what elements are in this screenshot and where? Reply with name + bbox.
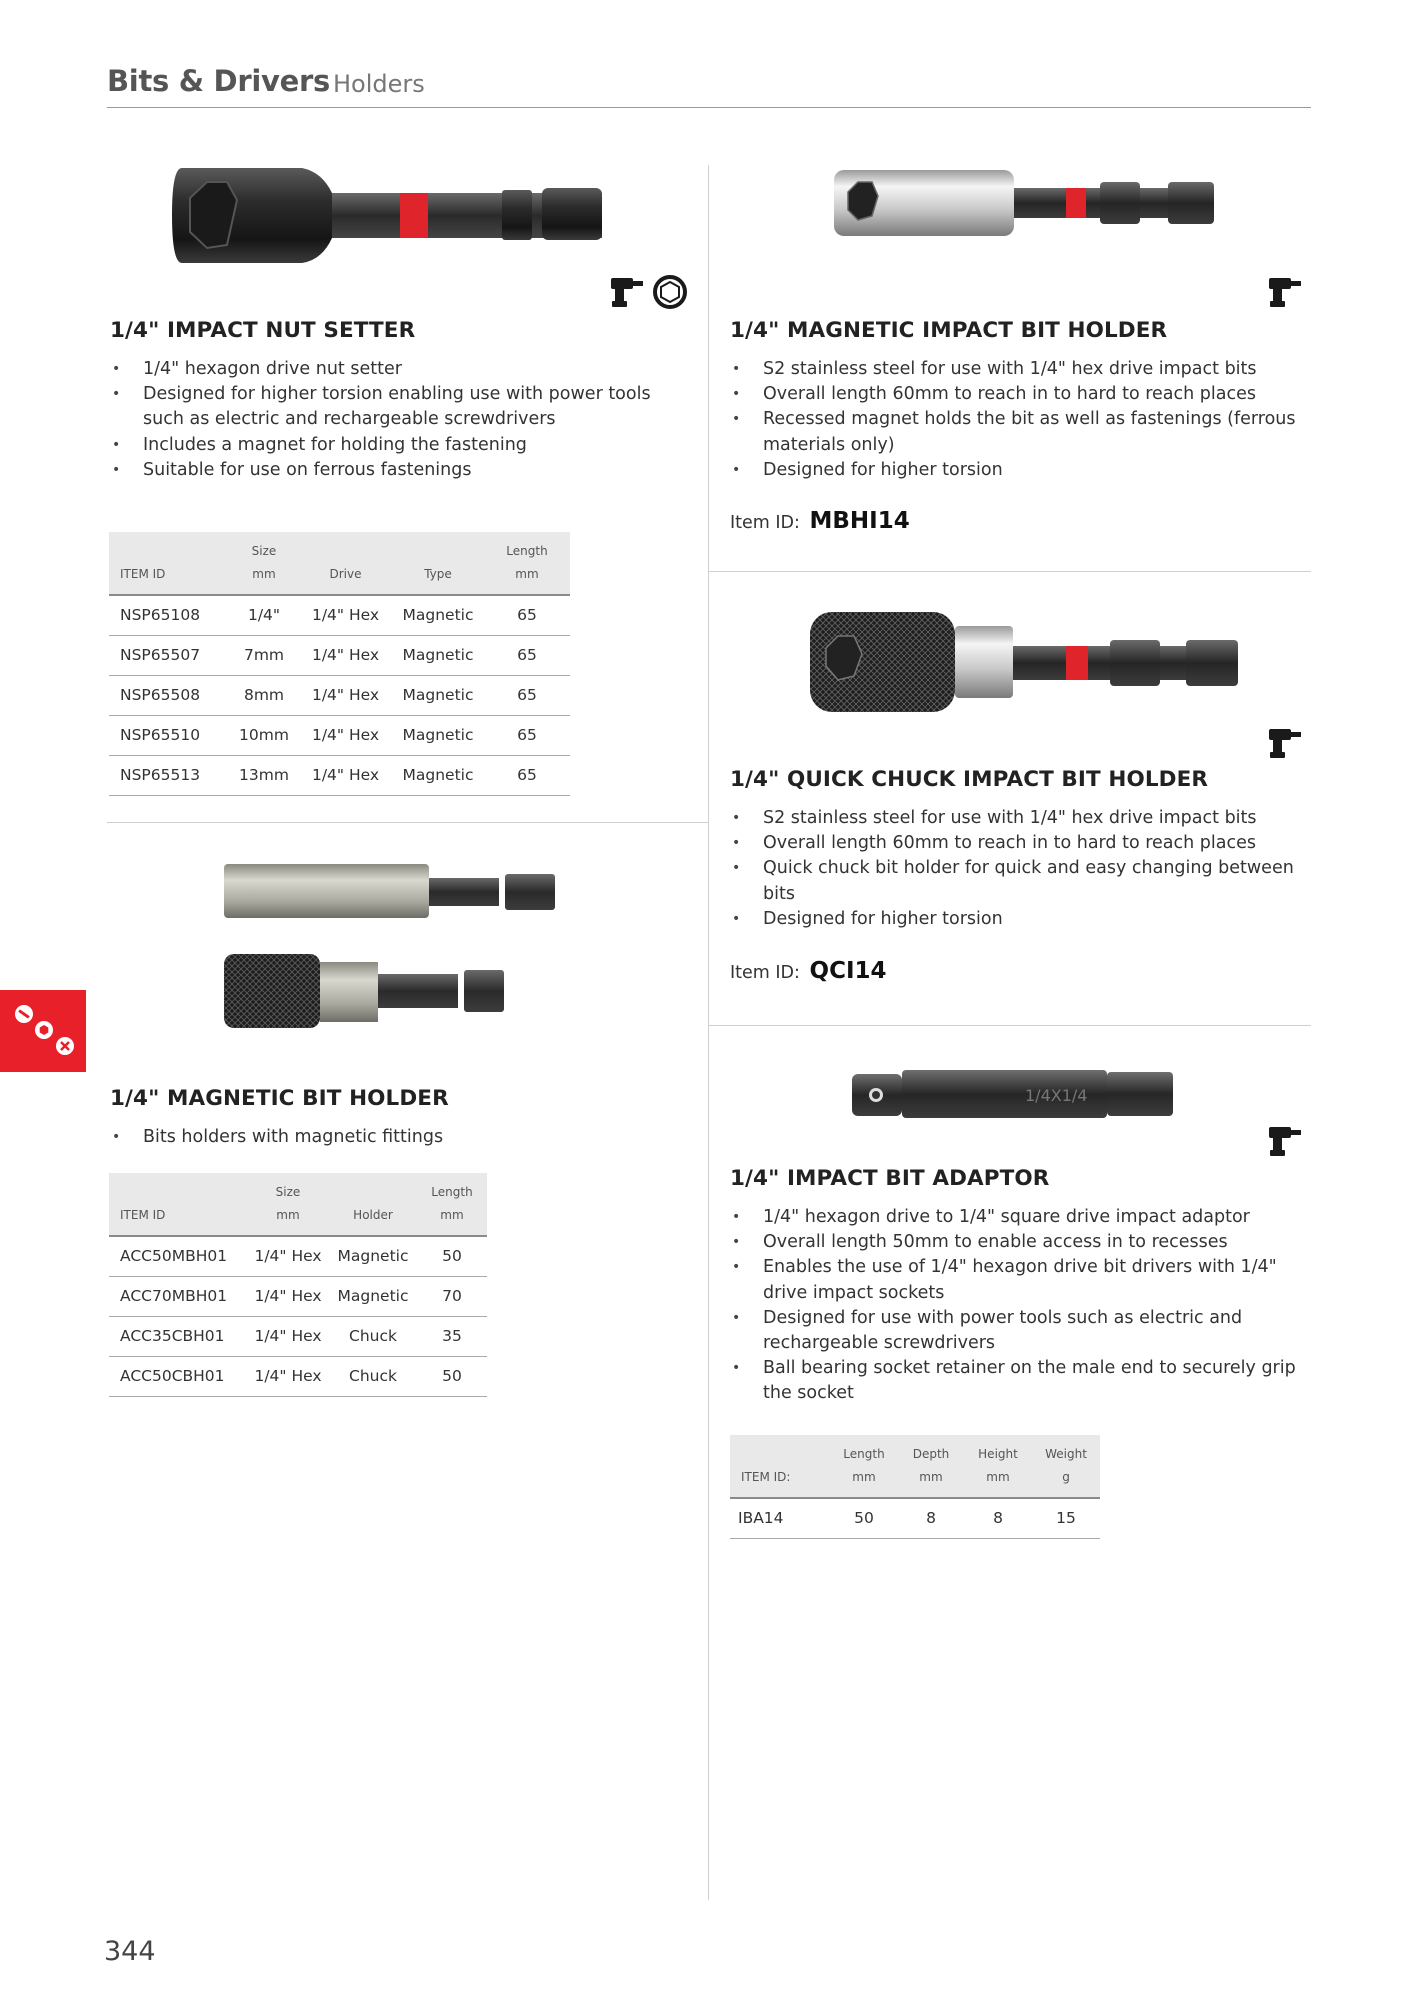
quick-chuck-impact-bit-holder-image <box>808 608 1248 718</box>
item-id-cell: ACC35CBH01 <box>109 1316 247 1356</box>
magnetic-bit-holder-image <box>220 858 580 1038</box>
depth-cell: 8 <box>898 1498 964 1538</box>
table-header: Size mm <box>251 544 277 581</box>
table-row <box>109 1316 487 1356</box>
item-id-cell: NSP65510 <box>109 715 229 755</box>
feature-item: • Suitable for use on ferrous fastenings <box>110 458 680 483</box>
quick-chuck-item-id <box>730 958 887 984</box>
feature-item: • Designed for higher torsion <box>730 907 1305 932</box>
quick-chuck-title: 1/4" QUICK CHUCK IMPACT BIT HOLDER <box>730 767 1209 792</box>
power-drill-icon <box>1267 1124 1303 1158</box>
magnetic-impact-bit-holder-image <box>830 166 1220 242</box>
item-id-cell: NSP65108 <box>109 595 229 635</box>
impact-bit-adaptor-image <box>850 1066 1180 1122</box>
page-number: 344 <box>104 1936 156 1967</box>
size-cell: 13mm <box>229 755 299 795</box>
impact-bit-adaptor-title: 1/4" IMPACT BIT ADAPTOR <box>730 1166 1050 1191</box>
impact-bit-adaptor-features <box>730 1205 1305 1407</box>
magnetic-impact-bit-holder-features <box>730 357 1305 483</box>
bits-drivers-tab-icon <box>0 990 86 1072</box>
item-id-cell: NSP65513 <box>109 755 229 795</box>
table-header-row <box>109 1173 487 1236</box>
item-id-value: MBHI14 <box>809 508 910 534</box>
table-header: Height mm <box>978 1447 1018 1484</box>
feature-item: • Enables the use of 1/4" hexagon drive bit drivers with 1/4" drive impact sockets <box>730 1255 1305 1305</box>
length-cell: 50 <box>417 1236 487 1276</box>
table-row <box>109 595 570 635</box>
magnetic-bit-holder-spec-table <box>109 1173 487 1397</box>
nut-setter-title: 1/4" IMPACT NUT SETTER <box>110 318 416 343</box>
hex-nut-icon <box>652 274 688 310</box>
size-cell: 10mm <box>229 715 299 755</box>
item-id-cell: NSP65508 <box>109 675 229 715</box>
item-id-cell: NSP65507 <box>109 635 229 675</box>
feature-item: • Overall length 60mm to reach in to hard to reach places <box>730 831 1305 856</box>
table-header-row <box>730 1435 1100 1498</box>
item-id-cell: ACC50MBH01 <box>109 1236 247 1276</box>
impact-nut-setter-image <box>172 160 622 280</box>
section-tab[interactable] <box>0 990 86 1072</box>
feature-item: • Recessed magnet holds the bit as well as fastenings (ferrous materials only) <box>730 407 1305 457</box>
feature-item: • Designed for higher torsion enabling use with power tools such as electric and rechargeable screwdrivers <box>110 382 680 432</box>
feature-item: • 1/4" hexagon drive to 1/4" square drive impact adaptor <box>730 1205 1305 1230</box>
type-cell: Magnetic <box>392 595 484 635</box>
feature-item: • 1/4" hexagon drive nut setter <box>110 357 680 382</box>
feature-item: • Includes a magnet for holding the fastening <box>110 433 680 458</box>
table-row <box>109 1276 487 1316</box>
table-row <box>109 1236 487 1276</box>
item-id-cell: IBA14 <box>730 1498 830 1538</box>
power-drill-icon <box>1267 275 1303 309</box>
nut-setter-features <box>110 357 680 483</box>
size-cell: 1/4" <box>229 595 299 635</box>
feature-item: • Designed for use with power tools such as electric and rechargeable screwdrivers <box>730 1306 1305 1356</box>
length-cell: 50 <box>417 1356 487 1396</box>
table-row <box>109 635 570 675</box>
section-divider <box>709 571 1311 572</box>
item-id-label: Item ID: <box>730 513 800 533</box>
length-cell: 70 <box>417 1276 487 1316</box>
table-row <box>109 1356 487 1396</box>
holder-cell: Magnetic <box>329 1236 417 1276</box>
impact-bit-adaptor-spec-table <box>730 1435 1100 1539</box>
item-id-cell: ACC70MBH01 <box>109 1276 247 1316</box>
drive-cell: 1/4" Hex <box>299 635 392 675</box>
size-cell: 8mm <box>229 675 299 715</box>
type-cell: Magnetic <box>392 675 484 715</box>
table-header: Size mm <box>275 1185 301 1222</box>
drive-cell: 1/4" Hex <box>299 715 392 755</box>
size-cell: 1/4" Hex <box>247 1236 329 1276</box>
product-marking: 1/4X1/4 <box>1025 1086 1088 1105</box>
length-cell: 65 <box>484 715 570 755</box>
feature-item: • S2 stainless steel for use with 1/4" hex drive impact bits <box>730 806 1305 831</box>
size-cell: 1/4" Hex <box>247 1276 329 1316</box>
feature-item: • Overall length 50mm to enable access in to recesses <box>730 1230 1305 1255</box>
table-header: ITEM ID <box>120 1208 166 1222</box>
drive-cell: 1/4" Hex <box>299 675 392 715</box>
length-cell: 65 <box>484 635 570 675</box>
feature-item: • Overall length 60mm to reach in to hard to reach places <box>730 382 1305 407</box>
table-header: Length mm <box>506 544 548 581</box>
subcategory-title: Holders <box>333 70 425 98</box>
section-divider <box>107 822 708 823</box>
item-id-label: Item ID: <box>730 963 800 983</box>
table-row <box>730 1498 1100 1538</box>
table-header: Drive <box>329 567 362 581</box>
drive-cell: 1/4" Hex <box>299 595 392 635</box>
table-header: Length mm <box>431 1185 473 1222</box>
length-cell: 35 <box>417 1316 487 1356</box>
table-header: Depth mm <box>912 1447 950 1484</box>
feature-item: • Quick chuck bit holder for quick and easy changing between bits <box>730 856 1305 906</box>
item-id-value: QCI14 <box>809 958 887 984</box>
size-cell: 1/4" Hex <box>247 1356 329 1396</box>
nut-setter-spec-table <box>109 532 570 796</box>
magnetic-bit-holder-features <box>110 1125 680 1150</box>
feature-item: • Ball bearing socket retainer on the male end to securely grip the socket <box>730 1356 1305 1406</box>
type-cell: Magnetic <box>392 635 484 675</box>
table-row <box>109 755 570 795</box>
quick-chuck-features <box>730 806 1305 932</box>
power-drill-icon <box>1267 726 1303 760</box>
length-cell: 65 <box>484 595 570 635</box>
table-row <box>109 675 570 715</box>
column-divider <box>708 165 709 1900</box>
table-header-row <box>109 532 570 595</box>
page-header <box>107 64 1311 108</box>
size-cell: 1/4" Hex <box>247 1316 329 1356</box>
table-header: Length mm <box>843 1447 885 1484</box>
table-header: Holder <box>353 1208 393 1222</box>
type-cell: Magnetic <box>392 715 484 755</box>
size-cell: 7mm <box>229 635 299 675</box>
table-header: Type <box>424 567 452 581</box>
weight-cell: 15 <box>1032 1498 1100 1538</box>
magnetic-impact-bit-holder-title: 1/4" MAGNETIC IMPACT BIT HOLDER <box>730 318 1168 343</box>
type-cell: Magnetic <box>392 755 484 795</box>
table-header: ITEM ID <box>120 567 166 581</box>
table-row <box>109 715 570 755</box>
length-cell: 50 <box>830 1498 898 1538</box>
holder-cell: Chuck <box>329 1356 417 1396</box>
power-drill-icon <box>609 275 645 309</box>
holder-cell: Magnetic <box>329 1276 417 1316</box>
section-divider <box>709 1025 1311 1026</box>
drive-cell: 1/4" Hex <box>299 755 392 795</box>
magnetic-impact-bit-holder-item-id <box>730 508 910 534</box>
item-id-cell: ACC50CBH01 <box>109 1356 247 1396</box>
category-title: Bits & Drivers <box>107 64 330 98</box>
feature-item: • Bits holders with magnetic fittings <box>110 1125 680 1150</box>
holder-cell: Chuck <box>329 1316 417 1356</box>
height-cell: 8 <box>964 1498 1032 1538</box>
length-cell: 65 <box>484 675 570 715</box>
table-header: ITEM ID: <box>741 1470 791 1484</box>
feature-item: • S2 stainless steel for use with 1/4" hex drive impact bits <box>730 357 1305 382</box>
magnetic-bit-holder-title: 1/4" MAGNETIC BIT HOLDER <box>110 1086 449 1111</box>
feature-item: • Designed for higher torsion <box>730 458 1305 483</box>
table-header: Weight g <box>1045 1447 1087 1484</box>
length-cell: 65 <box>484 755 570 795</box>
